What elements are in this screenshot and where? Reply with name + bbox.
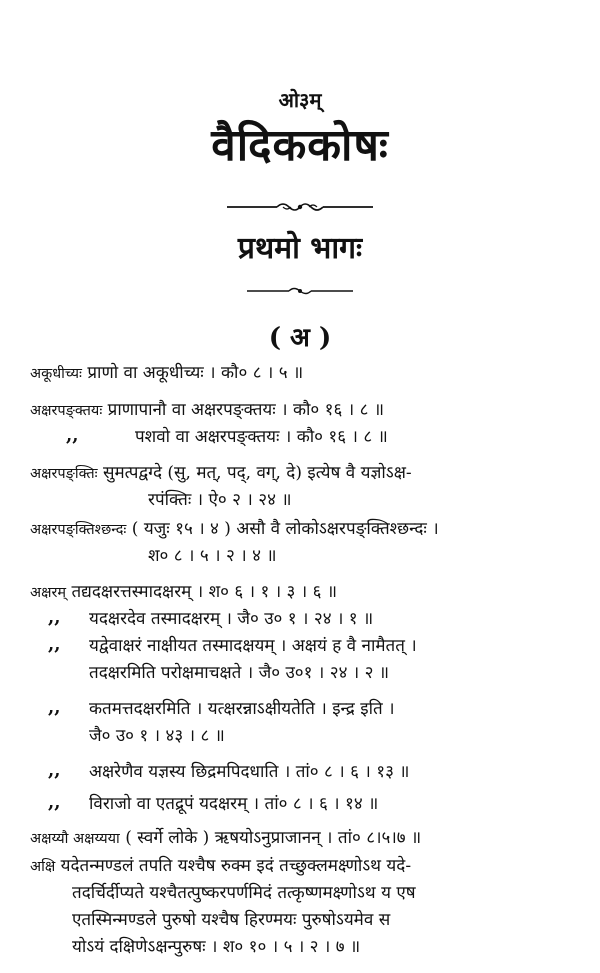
entry-line (30, 855, 411, 878)
entry-line (30, 399, 384, 422)
om-invocation: ओ३म् (278, 88, 322, 112)
ditto-mark: ,, (66, 425, 79, 446)
headword: अक्षरपङ्क्तयः (30, 403, 103, 419)
entry-line: अक्षरेणैव यज्ञस्य छिद्रमपिदधाति । तां० ८ । ६ । १३ ॥ (89, 762, 410, 782)
entry-line: कतमत्तदक्षरमिति । यत्क्षरन्नाऽक्षीयतेति । इन्द्र इति । (89, 699, 395, 719)
entry-line: यद्वेवाक्षरं नाक्षीयत तस्मादक्षयम् । अक्षयं ह वै नामैतत् । (89, 636, 417, 656)
entry-line: तदर्चिर्दीप्यते यश्चैतत्पुष्करपर्णमिदं तत्कृष्णमक्ष्णोऽथ य एष (72, 883, 416, 903)
part-heading: प्रथमो भागः (237, 231, 363, 266)
entry-line (30, 581, 337, 604)
entry-text: ( यजुः १५ । ४ ) असौ वै लोकोऽक्षरपङ्क्तिश्छन्दः । (131, 519, 439, 539)
entry-line (30, 518, 439, 541)
headword: अक्षय्यौ अक्षय्यया (30, 831, 120, 847)
entry-line: रपंक्तिः । ऐ० २ । २४ ॥ (148, 490, 292, 510)
headword: अक्षरपङ्क्तिश्छन्दः (30, 522, 127, 538)
small-flourish-icon (245, 285, 355, 297)
entry-text: तद्यदक्षरत्तस्मादक्षरम् । श० ६ । १ । ३ । ६ ॥ (71, 582, 338, 602)
entry-line (30, 362, 303, 385)
entry-line: श० ८ । ५ । २ । ४ ॥ (148, 546, 277, 566)
entry-text: प्राणापानौ वा अक्षरपङ्क्तयः । कौ० १६ । ८ ॥ (107, 400, 385, 420)
section-letter: ( अ ) (268, 323, 332, 353)
book-title: वैदिककोषः (211, 120, 389, 171)
small-divider (0, 285, 600, 297)
entry-line: तदक्षरमिति परोक्षमाचक्षते । जै० उ०१ । २४ । २ ॥ (89, 663, 390, 683)
ditto-mark: ,, (48, 634, 61, 655)
headword: अक्षरपङ्क्तिः (30, 466, 98, 482)
ditto-mark: ,, (48, 607, 61, 628)
ornament-flourish-icon (225, 200, 375, 214)
ditto-mark: ,, (48, 697, 61, 718)
headword: अक्षरम् (30, 585, 67, 601)
entry-line: यदक्षरदेव तस्मादक्षरम् । जै० उ० १ । २४ । १ ॥ (89, 609, 374, 629)
entry-text: ( स्वर्गे लोके ) ऋषयोऽनुप्राजानन् । तां० ८।५।७ ॥ (125, 828, 422, 848)
entry-line: विराजो वा एतद्रूपं यदक्षरम् । तां० ८ । ६ । १४ ॥ (89, 794, 379, 814)
ditto-mark: ,, (48, 792, 61, 813)
headword: अकूधीच्यः (30, 366, 82, 382)
entry-line (30, 462, 412, 485)
entry-text: सुमत्पद्वग्दे (सु, मत्, पद्, वग्, दे) इत्येष वै यज्ञोऽक्ष- (103, 463, 412, 483)
entry-line: पशवो वा अक्षरपङ्क्तयः । कौ० १६ । ८ ॥ (135, 427, 388, 447)
ditto-mark: ,, (48, 760, 61, 781)
entry-line: योऽयं दक्षिणेऽक्षन्पुरुषः । श० १० । ५ । २ । ७ ॥ (72, 937, 361, 957)
entry-line (30, 827, 421, 850)
entry-line: जै० उ० १ । ४३ । ८ ॥ (89, 726, 225, 746)
entry-text: यदेतन्मण्डलं तपति यश्चैष रुक्म इदं तच्छुक्लमक्ष्णोऽथ यदे- (60, 856, 412, 876)
headword: अक्षि (30, 859, 56, 875)
entry-line: एतस्मिन्मण्डले पुरुषो यश्चैष हिरण्मयः पुरुषोऽयमेव स (72, 910, 391, 930)
entry-text: प्राणो वा अकूधीच्यः । कौ० ८ । ५ ॥ (87, 363, 304, 383)
ornament-divider (0, 200, 600, 214)
